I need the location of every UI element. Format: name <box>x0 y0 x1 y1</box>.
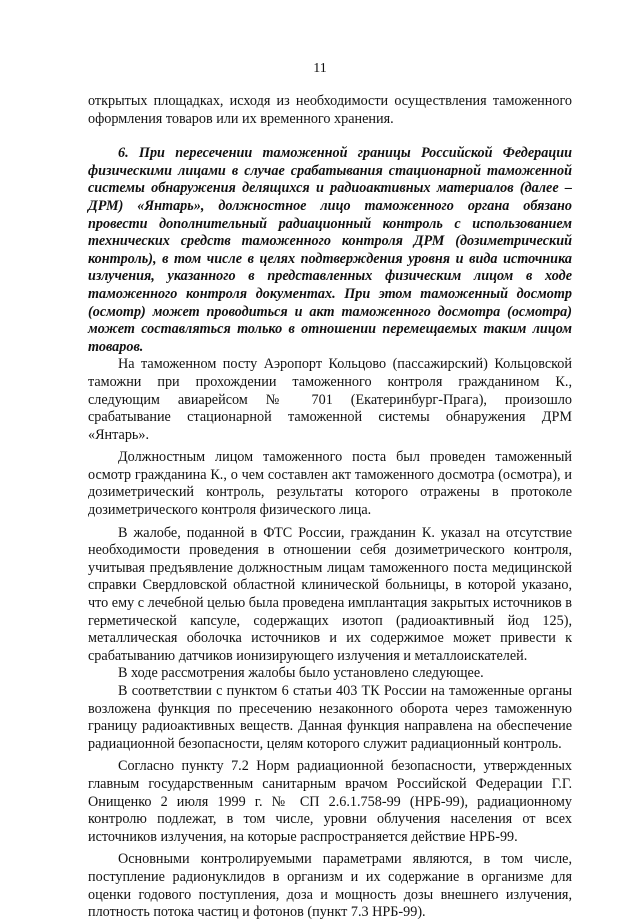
page-number: 11 <box>313 61 327 76</box>
paragraph-nrb-7-2: Согласно пункту 7.2 Норм радиационной безопасности, утвержденных главным государственным санитарным врачом Российской Федерации Г.Г. Онищенко 2 июля 1999 г. № СП 2.6.1.758-99 (НРБ-99), радиационному контролю подлежат, в том числе, уровни облучения населения от всех источников излучения, на которые распространяется действие НРБ-99. <box>88 758 572 845</box>
paragraph-case-description: На таможенном посту Аэропорт Кольцово (пассажирский) Кольцовской таможни при прохождении таможенного контроля гражданином К., следующим авиарейсом № 701 (Екатеринбург-Прага), произошло срабатывание стационарной таможенной системы обнаружения ДРМ «Янтарь». <box>88 356 572 443</box>
paragraph-continuation: открытых площадках, исходя из необходимости осуществления таможенного оформления товаров или их временного хранения. <box>88 93 572 127</box>
document-body <box>88 93 572 922</box>
paragraph-nrb-7-3: Основными контролируемыми параметрами являются, в том числе, поступление радионуклидов в организм и их содержание в организме для оценки годового поступления, доза и мощность дозы внешнего излучения, плотность потока частиц и фотонов (пункт 7.3 НРБ-99). <box>88 851 572 921</box>
paragraph-section-6: 6. При пересечении таможенной границы Российской Федерации физическими лицами в случае срабатывания стационарной таможенной системы обнаружения делящихся и радиоактивных материалов (далее – ДРМ) «Янтарь», должностное лицо таможенного органа обязано провести дополнительный радиационный контроль с использованием технических средств таможенного контроля ДРМ (дозиметрический контроль), в том числе в целях подтверждения уровня и вида источника излучения, указанного в представленных физическим лицом в ходе таможенного контроля документах. При этом таможенный досмотр (осмотр) может проводиться и акт таможенного досмотра (осмотра) может составляться только в отношении перемещаемых таким лицом товаров. <box>88 145 572 355</box>
paragraph-complaint: В жалобе, поданной в ФТС России, гражданин К. указал на отсутствие необходимости проведения в отношении себя дозиметрического контроля, учитывая предъявление должностным лицам таможенного поста медицинской справки Свердловской областной клинической больницы, в которой указано, что ему с лечебной целью была проведена имплантация закрытых источников в герметической капсуле, содержащих изотоп (радиоактивный йод 125), металлическая оболочка источников и их содержимое может привести к срабатыванию датчиков ионизирующего излучения и металлоискателей. <box>88 524 572 664</box>
paragraph-inspection: Должностным лицом таможенного поста был проведен таможенный осмотр гражданина К., о чем составлен акт таможенного досмотра (осмотра), и дозиметрический контроль, результаты которого отражены в протоколе дозиметрического контроля физического лица. <box>88 449 572 519</box>
paragraph-findings-intro: В ходе рассмотрения жалобы было установлено следующее. <box>118 665 484 682</box>
paragraph-legal-basis: В соответствии с пунктом 6 статьи 403 ТК России на таможенные органы возложена функция по пресечению незаконного оборота через таможенную границу радиоактивных веществ. Данная функция направлена на обеспечение радиационной безопасности, целям которого служит радиационный контроль. <box>88 683 572 752</box>
